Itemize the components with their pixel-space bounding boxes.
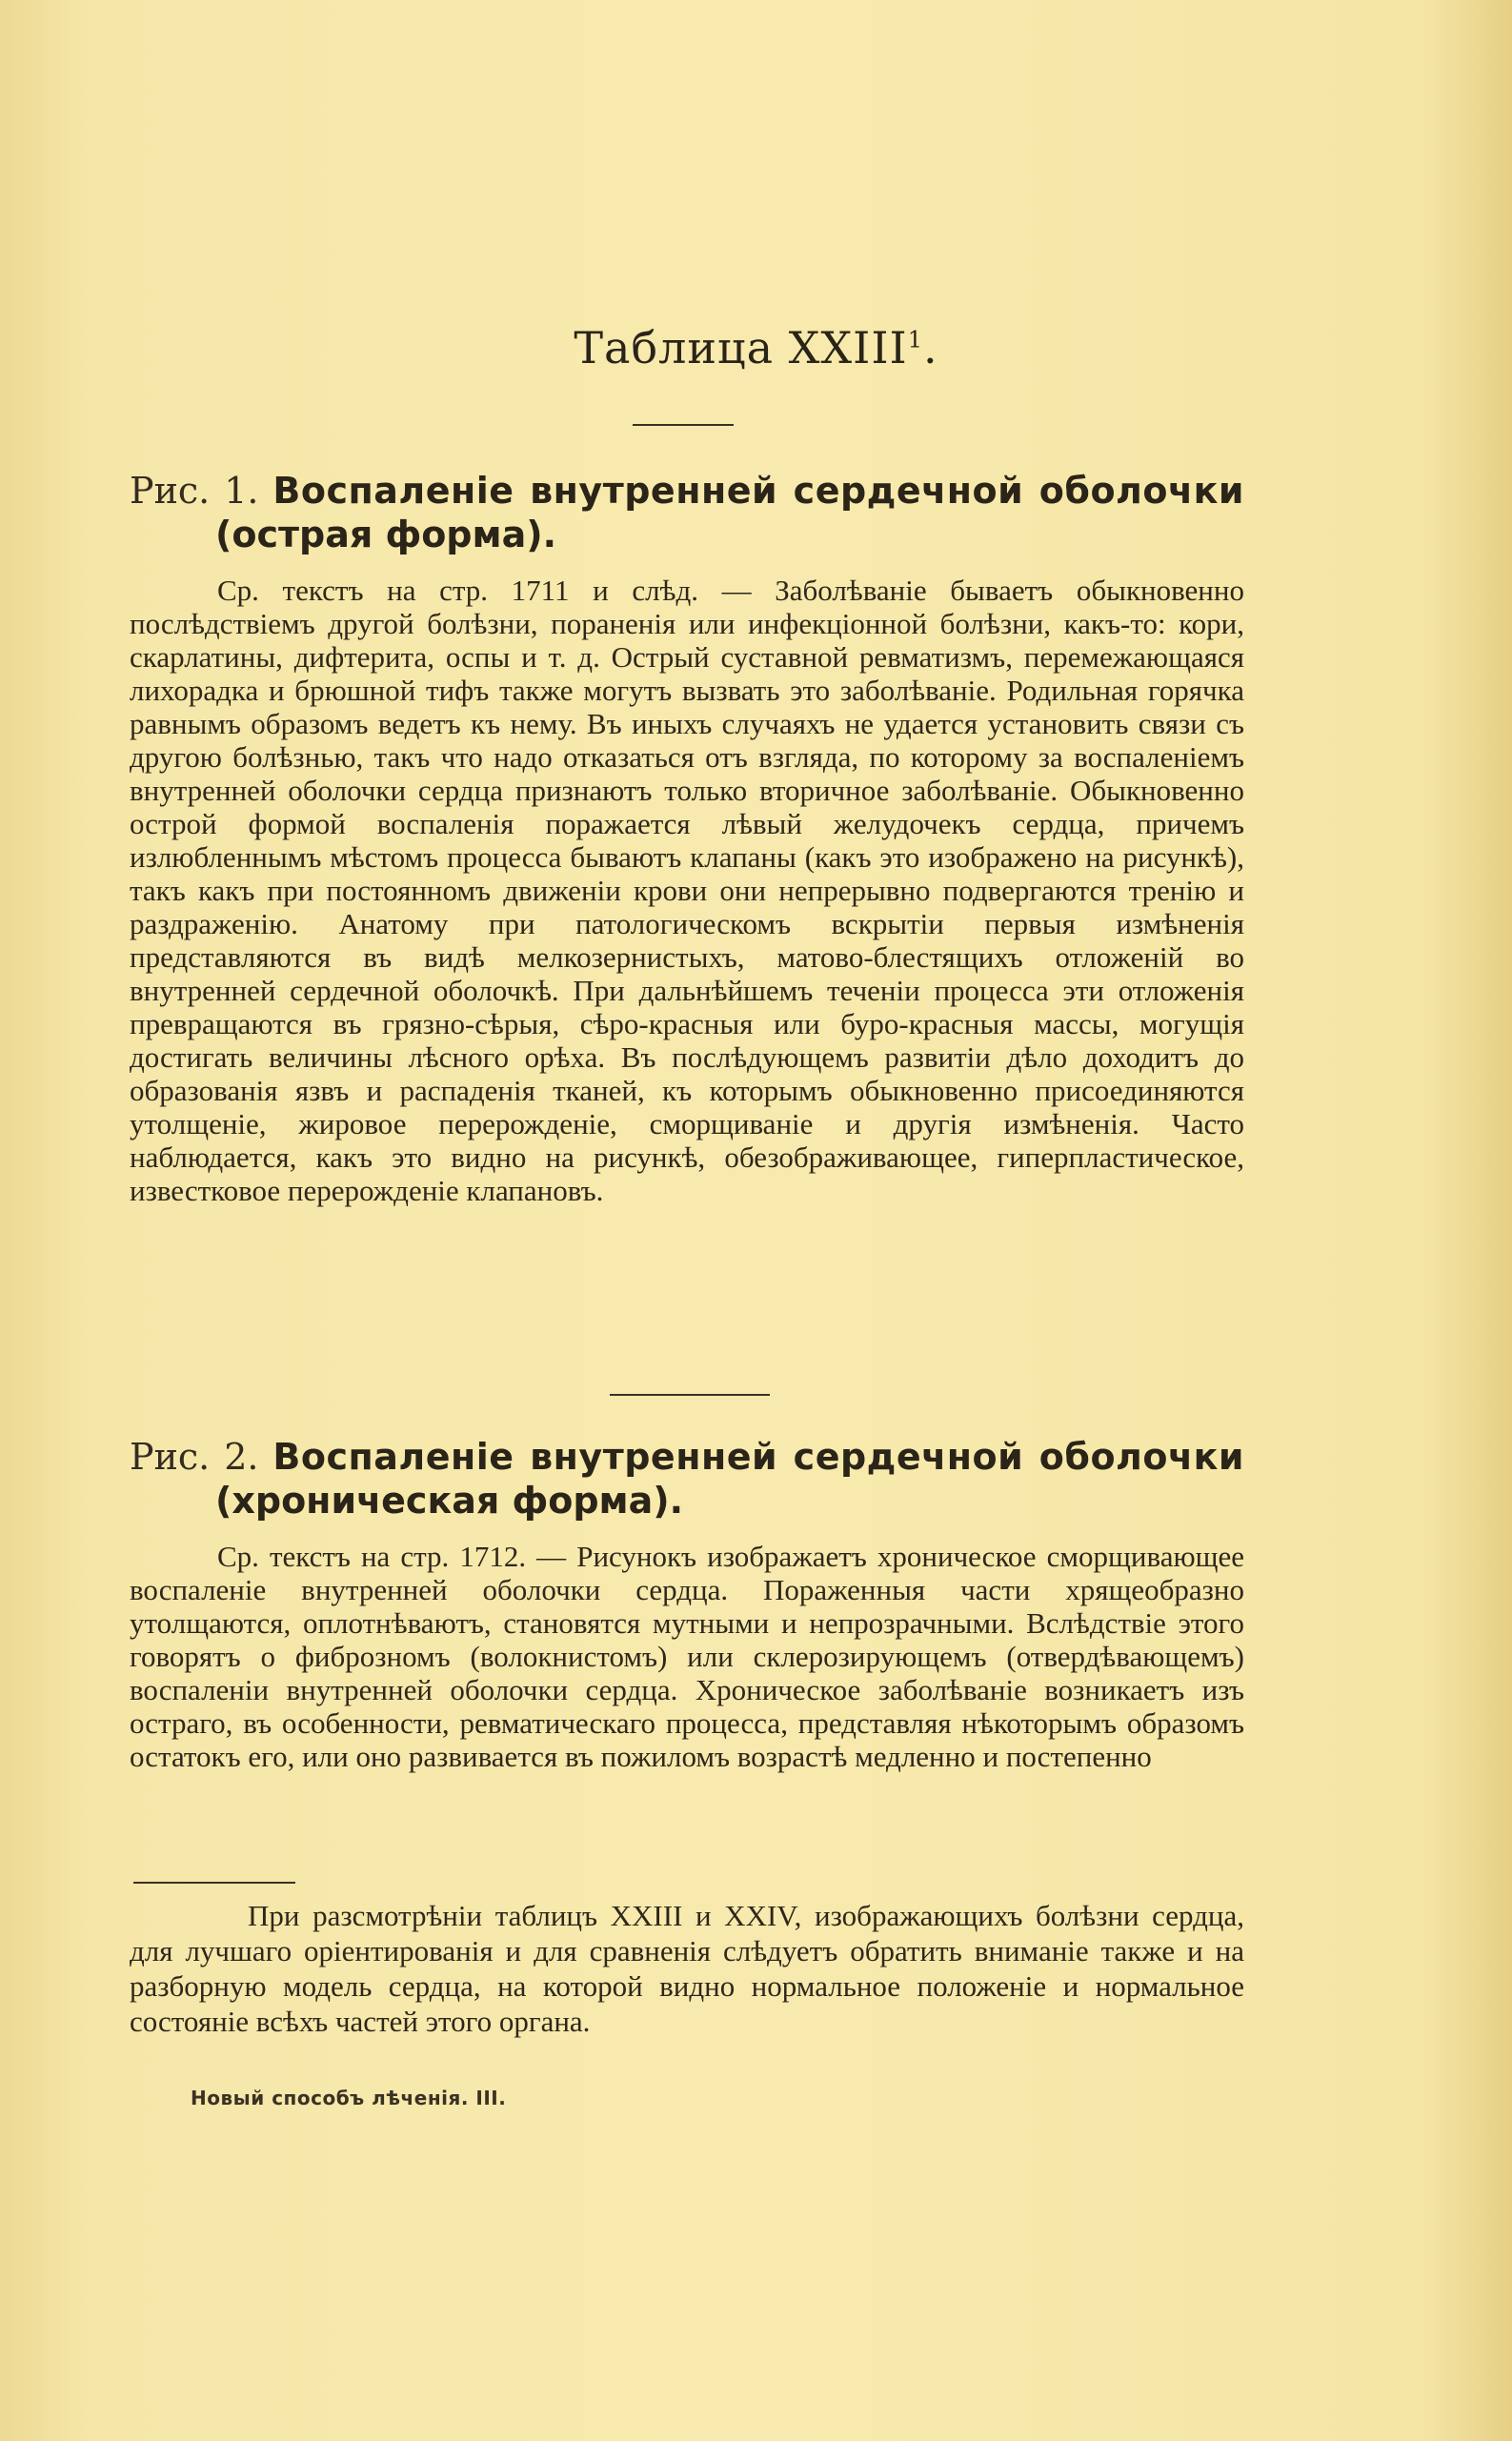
figure-1-title-line2: (острая форма). [215,514,557,555]
section-divider [610,1394,770,1396]
title-divider [633,424,734,426]
page-title [0,322,1512,373]
footnote-text: При разсмотрѣніи таблицъ XXIII и XXIV, изображающихъ болѣзни сердца, для лучшаго оріентированія и для сравненія слѣдуетъ обратить вниманіе также и на разборную модель сердца, на которой видно нормальное положеніе и нормальное состояніе всѣхъ частей этого органа. [130,1899,1244,2038]
figure-1-text: Ср. текстъ на стр. 1711 и слѣд. — Заболѣваніе бываетъ обыкновенно послѣдствіемъ другой болѣзни, пораненія или инфекціонной болѣзни, какъ-то: кори, скарлатины, дифтерита, оспы и т. д. Острый суставной ревматизмъ, перемежающаяся лихорадка и брюшной тифъ также могутъ вызвать это заболѣваніе. Родильная горячка равнымъ образомъ ведетъ къ нему. Въ иныхъ случаяхъ не удается установить связи съ другою болѣзнью, такъ что надо отказаться отъ взгляда, по которому за воспаленіемъ внутренней оболочки сердца признаютъ только вторичное заболѣваніе. Обыкновенно острой формой воспаленія поражается лѣвый желудочекъ сердца, причемъ излюбленнымъ мѣстомъ процесса бываютъ клапаны (какъ это изображено на рисункѣ), такъ какъ при постоянномъ движеніи крови они непрерывно подвергаются тренію и раздраженію. Анатому при патологическомъ вскрытіи первыя измѣненія представляются въ видѣ мелкозернистыхъ, матово-блестящихъ отложеній во внутренней сердечной оболочкѣ. При дальнѣйшемъ теченіи процесса эти отложенія превращаются въ грязно-сѣрыя, сѣро-красныя или буро-красныя массы, могущія достигать величины лѣсного орѣха. Въ послѣдующемъ развитіи дѣло доходитъ до образованія язвъ и распаденія тканей, къ которымъ обыкновенно присоединяются утолщеніе, жировое перерожденіе, сморщиваніе и другія измѣненія. Часто наблюдается, какъ это видно на рисункѣ, обезображивающее, гиперпластическое, известковое перерожденіе клапановъ. [130,574,1244,1207]
footnote-rule [133,1882,295,1884]
footnote-section [130,1898,1244,2039]
signature-line: Новый способъ лѣченія. III. [191,2087,507,2109]
figure-2-text: Ср. текстъ на стр. 1712. — Рисунокъ изображаетъ хроническое сморщивающее воспаленіе внутренней оболочки сердца. Пораженныя части хрящеобразно утолщаются, оплотнѣваютъ, становятся мутными и непрозрачными. Вслѣдствіе этого говорятъ о фиброзномъ (волокнистомъ) или склерозирующемъ (отвердѣвающемъ) воспаленіи внутренней оболочки сердца. Хроническое заболѣваніе возникаетъ изъ остраго, въ особенности, ревматическаго процесса, представляя нѣкоторымъ образомъ остатокъ его, или оно развивается въ пожиломъ возрастѣ медленно и постепенно [130,1540,1244,1773]
figure-1-section [130,469,1244,1207]
figure-2-section [130,1435,1244,1773]
page-title-end: . [922,322,938,373]
page-title-text: Таблица XXIII [574,322,908,373]
figure-2-heading [130,1435,1244,1479]
figure-2-title-line1: Воспаленіе внутренней сердечной оболочки [272,1436,1244,1478]
figure-2-label: Рис. 2. [130,1436,259,1478]
figure-1-title-line1: Воспаленіе внутренней сердечной оболочки [272,470,1244,512]
figure-1-heading [130,469,1244,513]
footnote-mark: 1 [907,326,923,353]
figure-2-title-line2: (хроническая форма). [215,1480,684,1522]
figure-1-label: Рис. 1. [130,470,259,512]
